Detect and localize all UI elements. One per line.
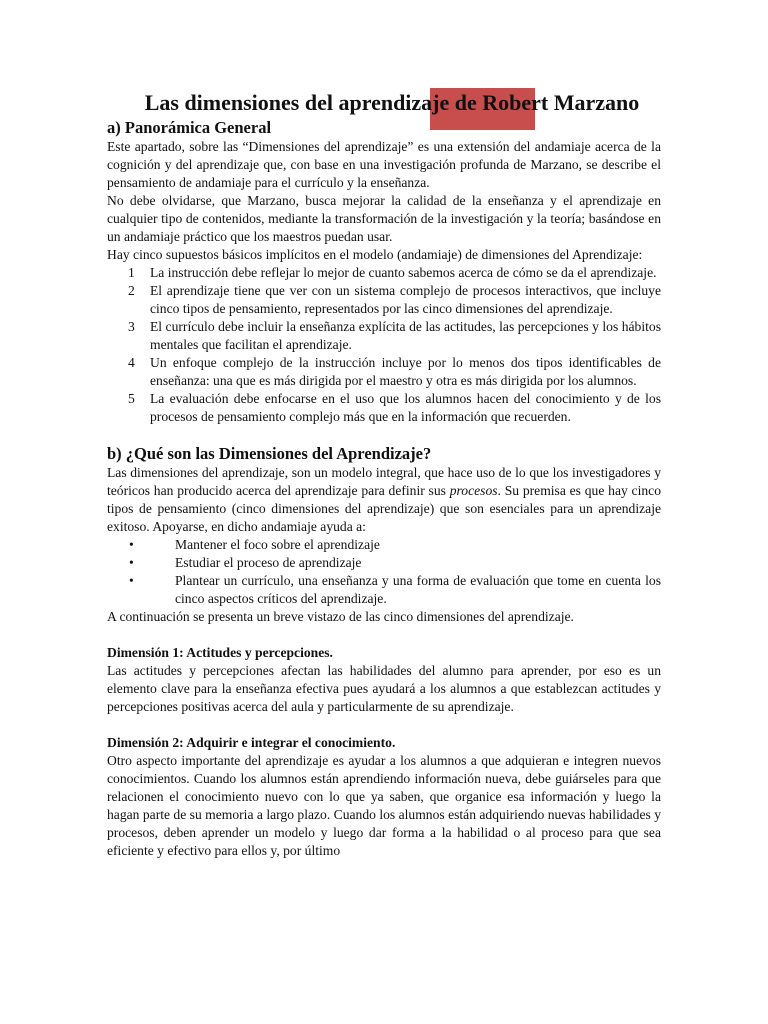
list-item: 2 El aprendizaje tiene que ver con un sistema complejo de procesos interactivos, que incluye cinco tipos de pensamiento, representados por las cinco dimensiones del aprendizaje. <box>128 283 661 316</box>
bullet-icon: • <box>129 573 134 588</box>
dimension-2-text: Otro aspecto importante del aprendizaje es ayudar a los alumnos a que adquieran e integren nuevos conocimientos. Cuando los alumnos están aprendiendo información nueva, debe guiárseles para que relacionen el conocimiento nuevo con lo que ya saben, que organice esa información y luego la hagan parte de su memoria a largo plazo. Cuando los alumnos están adquiriendo nuevas habilidades y procesos, deben aprender un modelo y luego dar forma a la habilidad o al proceso para que sea eficiente y efectivo para ellos y, por último <box>107 753 661 858</box>
list-item: • Mantener el foco sobre el aprendizaje <box>107 536 661 554</box>
dimension-1-text: Las actitudes y percepciones afectan las habilidades del alumno para aprender, por eso es un elemento clave para la enseñanza efectiva pues ayudará a los alumnos a que establezcan actitudes y percepciones positivas acerca del aula y particularmente de su aprendizaje. <box>107 663 661 714</box>
section-b-paragraph-2: A continuación se presenta un breve vistazo de las cinco dimensiones del aprendizaje. <box>107 609 574 624</box>
list-item: 4 Un enfoque complejo de la instrucción incluye por lo menos dos tipos identificables de enseñanza: una que es más dirigida por el maestro y otra es más dirigida por los alumnos. <box>128 355 661 388</box>
title-block <box>123 88 661 118</box>
list-item: 1 La instrucción debe reflejar lo mejor de cuanto sabemos acerca de cómo se da el aprendizaje. <box>128 265 657 280</box>
section-a-paragraph-2: No debe olvidarse, que Marzano, busca mejorar la calidad de la enseñanza y el aprendizaje en cualquier tipo de contenidos, mediante la transformación de la investigación y la teoría; basándose en un andamiaje práctico que los maestros puedan usar. <box>107 193 661 244</box>
section-b-paragraph-1: Las dimensiones del aprendizaje, son un modelo integral, que hace uso de lo que los investigadores y teóricos han producido acerca del aprendizaje para definir sus procesos. Su premisa es que hay cinco tipos de pensamiento (cinco dimensiones del aprendizaje) que son esenciales para un aprendizaje exitoso. Apoyarse, en dicho andamiaje ayuda a: <box>107 465 661 534</box>
bullet-icon: • <box>129 555 134 570</box>
list-item: 5 La evaluación debe enfocarse en el uso que los alumnos hacen del conocimiento y de los procesos de pensamiento complejo más que en la información que recuerden. <box>128 391 661 424</box>
list-item: 3 El currículo debe incluir la enseñanza explícita de las actitudes, las percepciones y los hábitos mentales que facilitan el aprendizaje. <box>128 319 661 352</box>
page-title: Las dimensiones del aprendizaje de Robert Marzano <box>144 90 640 115</box>
benefits-list <box>107 536 661 608</box>
section-a-paragraph-1: Este apartado, sobre las “Dimensiones del aprendizaje” es una extensión del andamiaje acerca de la cognición y del aprendizaje que, con base en una investigación profunda de Marzano, se describe el pensamiento de andamiaje para el currículo y la enseñanza. <box>107 139 661 190</box>
list-item: • Plantear un currículo, una enseñanza y una forma de evaluación que tome en cuenta los cinco aspectos críticos del aprendizaje. <box>107 572 661 608</box>
section-a-paragraph-3: Hay cinco supuestos básicos implícitos en el modelo (andamiaje) de dimensiones del Aprendizaje: <box>107 247 643 262</box>
assumptions-list <box>107 264 661 426</box>
bullet-icon: • <box>129 537 134 552</box>
list-item: • Estudiar el proceso de aprendizaje <box>107 554 661 572</box>
document-page <box>107 88 661 860</box>
section-a-heading: a) Panorámica General <box>107 118 272 137</box>
dimension-1-heading: Dimensión 1: Actitudes y percepciones. <box>107 645 333 660</box>
dimension-2-heading: Dimensión 2: Adquirir e integrar el conocimiento. <box>107 735 396 750</box>
section-b-heading: b) ¿Qué son las Dimensiones del Aprendizaje? <box>107 444 432 463</box>
